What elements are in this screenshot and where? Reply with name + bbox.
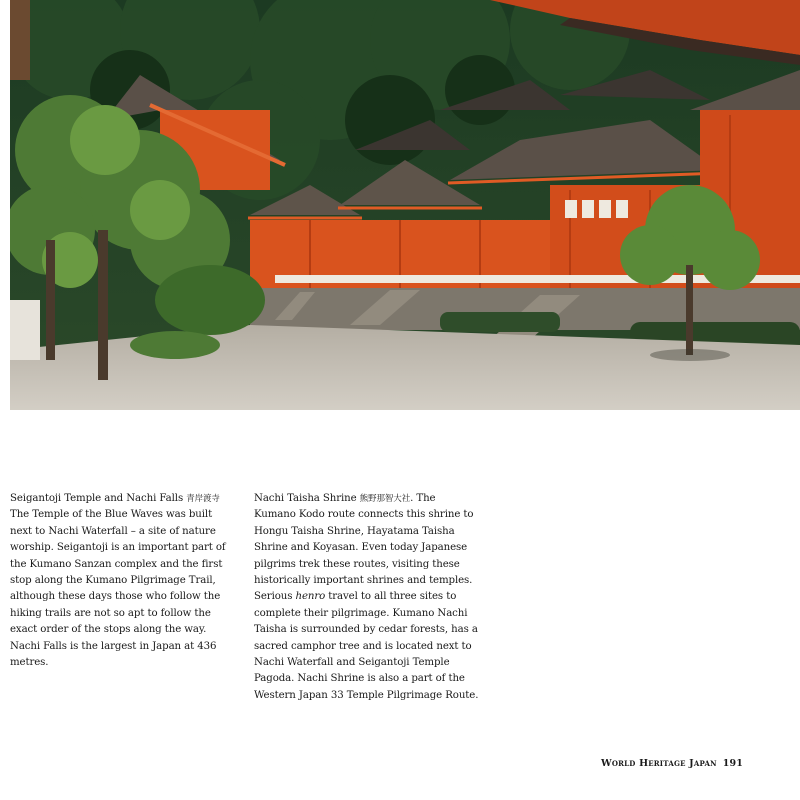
nachi-taisha-body-end: travel to all three sites to complete their pilgrimage. Kumano Nachi Taisha is surrounded by cedar forests, has a sacred camphor tree and is located next to Nachi Waterfall and Seigantoji Temple Pagoda. Nachi Shrine is also a part of the Western Japan 33 Temple Pilgrimage Route. <box>254 591 479 701</box>
nachi-taisha-paragraph <box>254 491 480 704</box>
left-column <box>10 491 232 671</box>
seigantoji-body: The Temple of the Blue Waves was built next to Nachi Waterfall – a site of nature worship. Seigantoji is an important part of the Kumano Sanzan complex and the first stop along the Kumano Pilgrimage Trail, although these days those who follow the hiking trails are not so apt to follow the exact order of the stops along the way. Nachi Falls is the largest in Japan at 436 metres. <box>10 509 226 669</box>
seigantoji-heading: Seigantoji Temple and Nachi Falls <box>10 493 184 504</box>
running-title: World Heritage Japan <box>601 758 717 769</box>
nachi-taisha-kanji: 熊野那智大社 <box>359 494 411 504</box>
right-column <box>254 491 480 704</box>
shrine-photo <box>10 0 800 410</box>
page-footer <box>601 758 743 769</box>
seigantoji-paragraph <box>10 491 232 671</box>
henro-term: henro <box>295 591 326 603</box>
page-number: 191 <box>722 758 744 769</box>
seigantoji-kanji: 青岸渡寺 <box>186 494 220 504</box>
nachi-taisha-body-start: . The Kumano Kodo route connects this shrine to Hongu Taisha Shrine, Hayatama Taisha Shrine and Koyasan. Even today Japanese pilgrims trek these routes, visiting these historically important shrines and temples. Serious <box>254 493 474 603</box>
nachi-taisha-heading: Nachi Taisha Shrine <box>254 493 357 504</box>
